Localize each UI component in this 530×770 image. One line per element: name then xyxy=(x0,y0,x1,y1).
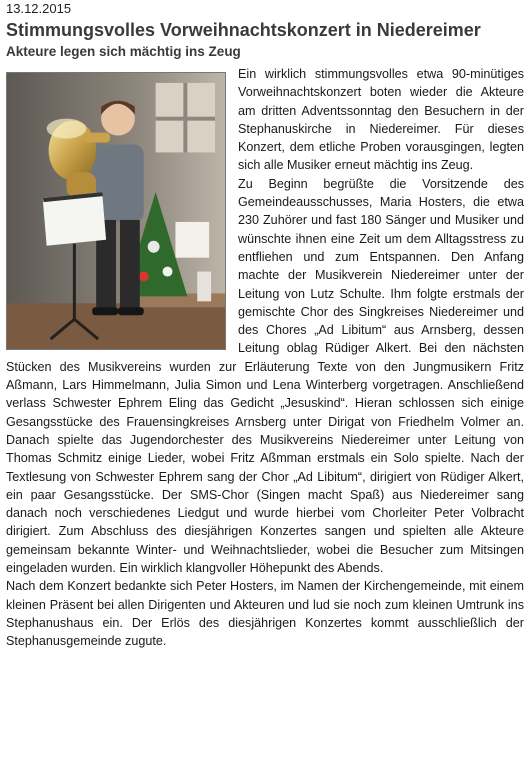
article-date: 13.12.2015 xyxy=(6,1,72,16)
article-title: Stimmungsvolles Vorweihnachtskonzert in Niedereimer xyxy=(6,20,481,40)
article-photo xyxy=(6,72,226,350)
article-paragraph-intro: Ein wirklich stimmungsvolles etwa 90-minütiges Vorweihnachtskonzert boten wieder die Akteure am dritten Adventssonntag den Besuchern in der Stephanuskirche in Niedereimer. Für dieses Konzert, dem etliche Proben vorausgingen, legten sich alle Musiker erneut mächtig ins Zeug. xyxy=(238,67,524,173)
article-page xyxy=(0,1,530,770)
article-subtitle: Akteure legen sich mächtig ins Zeug xyxy=(6,44,241,59)
article-body xyxy=(6,65,524,651)
article-paragraph-closing: Nach dem Konzert bedankte sich Peter Hosters, im Namen der Kirchengemeinde, mit einem kleinen Präsent bei allen Dirigenten und Akteuren und lud sie noch zum kleinen Umtrunk ins Stephanushaus ein. Der Erlös des diesjährigen Konzertes kommt ausschließlich der Stephanusgemeinde zugute. xyxy=(6,579,524,649)
photo-young-tuba-player-icon xyxy=(7,73,225,349)
article-paragraph-main: Zu Beginn begrüßte die Vorsitzende des Gemeindeausschusses, Maria Hosters, die etwa 230 Zuhörer und fast 180 Sänger und Musiker und wünschte ihnen eine Zeit um dem Alltagsstress zu entfliehen und zum Entspannen. Den Anfang machte der Musikverein Niedereimer unter der Leitung von Lutz Schulte. Ihm folgte erstmals der gemischte Chor des Singkreises Niedereimer und des Chores „Ad Libitum“ aus Arnsberg, dessen Leitung oblag Rüdiger Alkert. Bei den nächsten Stücken des Musikvereins wurden zur Erläuterung Texte von den Jungmusikern Fritz Aßmann, Lars Himmelmann, Julia Simon und Lena Winterberg vorgetragen. Anschließend verlass Schwester Ephrem Eling das Gedicht „Jesuskind“. Hieran schlossen sich einige Gesangsstücke des Frauensingkreises Arnsberg unter Dirigat von Friedhelm Volmer an. Danach spielte das Jugendorchester des Musikvereins Niedereimer unter Leitung von Thomas Schmitz einige Lieder, wobei Fritz Aßmman erstmals ein Solo spielte. Nach der Textlesung von Schwester Ephrem sang der Chor „Ad Libitum“, dirigiert von Rüdiger Alkert, ein paar Gesangsstücke. Der SMS-Chor (Singen macht Spaß) aus Niedereimer sang danach noch verschiedenes Liedgut und wurde hierbei vom Chorleiter Peter Volbracht dirigiert. Zum Abschluss des diesjährigen Konzertes sangen und spielten alle Akteure gemeinsam bekannte Winter- und Weihnachtslieder, wobei die Besucher zum Mitsingen eingeladen wurden. Ein wirklich klangvoller Höhepunkt des Abends. xyxy=(6,176,524,576)
